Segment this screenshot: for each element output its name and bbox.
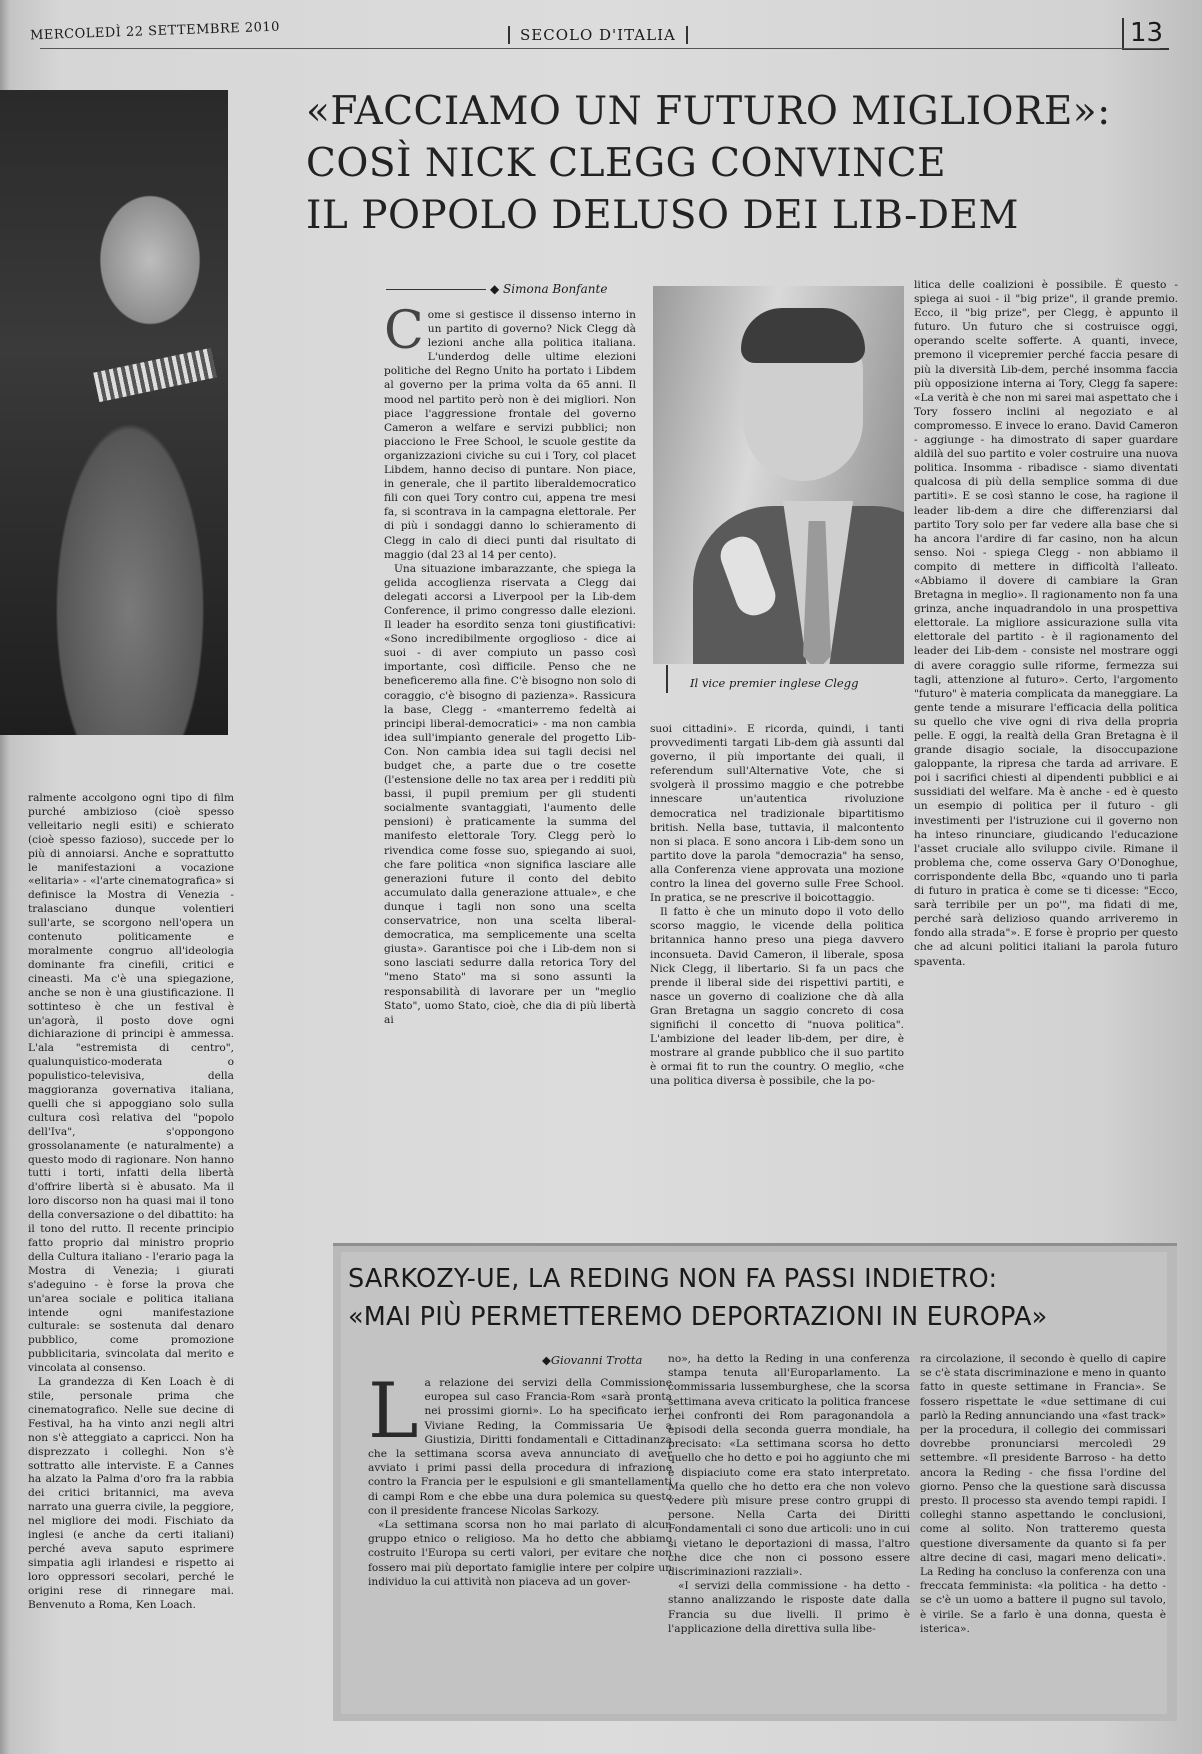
- paragraph: «La settimana scorsa non ho mai parlato di alcun gruppo etnico o religioso. Ma ho detto che abbiamo costruito l'Europa su certi valori, per evitare che non fossero mai più deportato famiglie intere per colpire un individuo la cui attività non piaceva ad un gover-: [368, 1519, 672, 1588]
- photo-caption: Il vice premier inglese Clegg: [690, 676, 859, 690]
- box-headline: [348, 1260, 1168, 1336]
- paragraph: ra circolazione, il secondo è quello di capire se c'è stata discriminazione e meno in quanto fatto in queste settimane in Francia». Se fossero rispettate le «due settimane di cui parlò la Reding annunciando una «fast track» per la procedura, il collegio dei commissari dovrebbe pronunciarsi mercoledì 29 settembre. «Il presidente Barroso - ha detto ancora la Reding - che fissa l'ordine del giorno. Penso che la questione sarà discussa presto. Il processo sta avendo tempi rapidi. I colleghi stanno aspettando le conclusioni, come al solito. Non tratteremo questa questione diversamente da quanto si fa per altre decine di casi, magari meno delicati». La Reding ha concluso la conferenza con una freccata femminista: «la politica - ha detto - se c'è un uomo a battere il pugno sul tavolo, è virile. Se a farlo è una donna, questa è isterica».: [920, 1353, 1166, 1635]
- paragraph: a relazione dei servizi della Commissione europea sul caso Francia-Rom «sarà pronta nei prossimi giorni». Lo ha specificato ieri Viviane Reding, la Commissaria Ue a Giustizia, Diritti fondamentali e Cittadinanza che la settimana scorsa aveva annunciato di aver avviato i primi passi della procedura di infrazione contro la Francia per le espulsioni e gli smantellamenti di campi Rom e che ebbe una dura polemica su questo con il presidente francese Nicolas Sarkozy.: [368, 1377, 672, 1517]
- header-rule: [40, 48, 1160, 49]
- main-column-2: [650, 722, 904, 1088]
- box-column-3: [920, 1352, 1166, 1636]
- caption-rule: [666, 665, 668, 693]
- headline-line: «MAI PIÙ PERMETTEREMO DEPORTAZIONI IN EUROPA»: [348, 1302, 1048, 1332]
- left-paragraph: ralmente accolgono ogni tipo di film purché ambizioso (cioè spesso velleitario negli esiti) e schierato (cioè spesso fazioso), succede per lo più di annoiarsi. Anche e soprattutto le manifestazioni a vocazione «elitaria» - «l'arte cinematografica» si definisce la Mostra di Venezia - tralasciano dunque volentieri sull'arte, se scorgono nell'opera un contenuto politicamente e moralmente congruo all'ideologia dominante fra cinefili, critici e cineasti. Ma c'è una spiegazione, anche se non è una giustificazione. Il sottinteso è che un festival è un'agorà, il posto dove ogni dichiarazione di principi è ammessa. L'ala "estremista di centro", qualunquistico-moderata o populistico-televisiva, della maggioranza governativa italiana, quelli che si appoggiano solo sulla cultura così relativa del "popolo dell'Iva", s'oppongono grossolanamente (e naturalmente) a questo modo di ragionare. Non hanno tutti i torti, infatti della libertà d'offrire libertà si è abusato. Ma il loro discorso non ha quasi mai il tono della conversazione o del dibattito: ha il tono del rutto. Il recente principio fatto proprio dal ministro proprio della Cultura italiano - l'erario paga la Mostra di Venezia; i giurati s'adeguino - è forse la prova che un'area sociale e politica italiana intende ogni manifestazione culturale: se sostenuta dal denaro pubblico, come promozione pubblicitaria, svincolata dal merito e vincolata al consenso.: [28, 792, 234, 1375]
- paragraph: suoi cittadini». E ricorda, quindi, i tanti provvedimenti targati Lib-dem già assunti dal governo, il più importante dei quali, il referendum sull'Alternative Vote, che si svolgerà il prossimo maggio e che potrebbe innescare un'autentica rivoluzione democratica nel tradizionale bipartitismo british. Nella base, tuttavia, il malcontento non si placa. E sono ancora i Lib-dem sono un partito dove la parola "democrazia" ha senso, alla Conferenza viene approvata una mozione contro la linea del governo sulle Free School. In pratica, se ne prescrive il boicottaggio.: [650, 723, 904, 905]
- headline-line: «FACCIAMO UN FUTURO MIGLIORE»:: [306, 89, 1111, 134]
- main-byline: ◆ Simona Bonfante: [386, 282, 607, 296]
- newspaper-name: SECOLO D'ITALIA: [508, 26, 688, 44]
- left-paragraph: La grandezza di Ken Loach è di stile, personale prima che cinematografico. Nelle sue decine di Festival, ha ha vinto anzi negli altri non s'è atteggiato a capricci. Non ha disprezzato i colleghi. Non s'è sottratto alle interviste. E a Cannes ha alzato la Palma d'oro fra la rabbia dei critici britannici, ma aveva narrato una guerra civile, la peggiore, nel migliore dei modi. Fischiato da inglesi (e anche da certi italiani) perché aveva saputo esprimere simpatia agli irlandesi e rispetto ai loro oppressori secolari, perché le origini rese di rinnegare mai. Benvenuto a Roma, Ken Loach.: [28, 1376, 234, 1611]
- page-number: 13: [1122, 18, 1169, 50]
- left-article-photo: [0, 90, 228, 735]
- header-date: MERCOLEDÌ 22 SETTEMBRE 2010: [29, 19, 281, 44]
- paragraph: «I servizi della commissione - ha detto - stanno analizzando le risposte date dalla Francia su due livelli. Il primo è l'applicazione della direttiva sulla libe-: [668, 1580, 910, 1635]
- headline-line: IL POPOLO DELUSO DEI LIB-DEM: [306, 193, 1019, 238]
- author-name: Simona Bonfante: [503, 282, 608, 296]
- paragraph: litica delle coalizioni è possibile. È questo - spiega ai suoi - il "big prize", il grande premio. Ecco, il "big prize", per Clegg, è appunto il futuro. Un futuro che si costruisce oggi, operando scelte sofferte. A quanti, invece, premono il vicepremier perché faccia pesare di più la diversità Lib-dem, perché insomma faccia più opposizione interna ai Tory, Clegg fa sapere: «La verità è che non mi sarei mai aspettato che i Tory fossero inclini al negoziato e al compromesso. E invece lo erano. David Cameron - aggiunge - ha dimostrato di saper guardare aldilà del suo partito e voler costruire una nuova politica. Insomma - ribadisce - siamo diventati qualcosa di più della semplice somma di due partiti». E se così stanno le cose, ha ragione il leader lib-dem a dire che differenziarsi dal partito Tory solo per far vedere alla base che si ha ancora l'ardire di far casino, non ha alcun senso. Noi - spiega Clegg - non abbiamo il compito di mettere in difficoltà l'alleato. «Abbiamo il dovere di cambiare la Gran Bretagna in meglio». Il ragionamento non fa una grinza, anche inquadrandolo in una prospettiva elettorale. La migliore assicurazione sulla vita elettorale del partito - è il ragionamento del leader dei Lib-dem - consiste nel mostrare oggi di avere coraggio sulle riforme, fermezza sui tagli, attenzione al futuro». Certo, l'argomento "futuro" è materia complicata da maneggiare. La gente tende a misurare l'efficacia della politica su quello che vive ogni di riva della propria pelle. E oggi, la realtà della Gran Bretagna è il grande disagio sociale, la disoccupazione galoppante, la ripresa che tarda ad arrivare. E poi i sacrifici chiesti al dipendenti pubblici e ai sussidiati del welfare. Ma è anche - ed è questo un esempio di politica per il futuro - gli investimenti per l'istruzione cui il governo non ha inteso rinunciare, giudicando l'educazione l'asset cruciale allo sviluppo civile. Rimane il problema che, come osserva Gary O'Donoghue, corrispondente della Bbc, «quando uno ti parla di futuro in pratica è come se ti dicesse: "Ecco, sarà terribile per un po'", ma fidati di me, perché sarà delizioso quando arriveremo in fondo alla strada"». E forse è proprio per questo che ad alcuni politici italiani la parola futuro spaventa.: [914, 279, 1178, 968]
- main-column-1: [384, 301, 636, 1027]
- main-column-3: [914, 278, 1178, 969]
- box-column-1: [368, 1366, 672, 1589]
- drop-cap: L: [368, 1366, 419, 1455]
- headline-line: SARKOZY-UE, LA REDING NON FA PASSI INDIETRO:: [348, 1264, 998, 1294]
- box-byline: ◆ Giovanni Trotta: [542, 1353, 642, 1367]
- clegg-photo: [653, 286, 904, 664]
- left-article-text: [28, 792, 234, 1612]
- paragraph: Il fatto è che un minuto dopo il voto dello scorso maggio, le vicende della politica britannica hanno preso una piega davvero inconsueta. David Cameron, il liberale, sposa Nick Clegg, il libertario. Si fa un pacs che prende il liberal side dei rispettivi partiti, e nasce un governo di coalizione che dà alla Gran Bretagna un saggio concreto di cosa significhi il concetto di "nuova politica". L'ambizione del leader lib-dem, per dire, è mostrare al grande pubblico che il suo partito è ormai fit to run the country. O meglio, «che una politica diversa è possibile, che la po-: [650, 906, 904, 1088]
- headline-line: COSÌ NICK CLEGG CONVINCE: [306, 141, 947, 186]
- drop-cap: C: [384, 301, 424, 361]
- paragraph: ome si gestisce il dissenso interno in un partito di governo? Nick Clegg dà lezioni anche alla politica italiana. L'underdog delle ultime elezioni politiche del Regno Unito ha portato i Libdem al governo per la prima volta da 65 anni. Il mood nel partito però non è dei migliori. Non piace l'aggressione frontale del governo Cameron a welfare e servizi pubblici; non piacciono le Free School, le scuole gestite da organizzazioni civiche su cui i Tory, col placet Libdem, hanno deciso di puntare. Non piace, in generale, che il partito liberaldemocratico fili con quei Tory contro cui, appena tre mesi fa, si scontrava in la campagna elettorale. Per di più i sondaggi danno lo schieramento di Clegg in calo di dieci punti dal risultato di maggio (dal 23 al 14 per cento).: [384, 309, 636, 561]
- photo-detail: [93, 348, 217, 402]
- paragraph: Una situazione imbarazzante, che spiega la gelida accoglienza riservata a Clegg dai delegati accorsi a Liverpool per la Lib-dem Conference, il primo congresso dalle elezioni. Il leader ha esordito senza toni giustificativi: «Sono incredibilmente orgoglioso - dice ai suoi - di aver compiuto un passo così importante, così difficile. Penso che ne beneficeremo alla fine. C'è bisogno non solo di coraggio, c'è bisogno di pazienza». Rassicura la base, Clegg - «manterremo fedeltà ai principi liberal-democratici» - ma non cambia idea sull'impianto generale del progetto Lib-Con. Non cambia idea sui tagli decisi nel budget che, a parte due o tre cosette (l'estensione delle no tax area per i redditi più bassi, il pupil premium per gli studenti socialmente svantaggiati, l'aumento delle pensioni) è praticamente la summa del manifesto elettorale Tory. Clegg però lo rivendica come fosse suo, spiegando ai suoi, che fare politica «non significa lasciare alle generazioni future il conto del debito accumulato dalla generazione attuale», e che dunque i tagli non sono una scelta conservatrice, non una scelta liberal-democratica, ma semplicemente una scelta giusta». Garantisce poi che i Lib-dem non si sono lasciati sedurre dalla retorica Tory del "meno Stato" ma si sono assunti la responsabilità di lavorare per un "meglio Stato", uomo Stato, cioè, che dia di più libertà ai: [384, 562, 636, 1026]
- main-headline: [306, 86, 1166, 242]
- paragraph: no», ha detto la Reding in una conferenza stampa tenuta all'Europarlamento. La commissaria lussemburghese, che la scorsa settimana aveva criticato la politica francese nei confronti dei Rom paragonandola a episodi della seconda guerra mondiale, ha precisato: «La settimana scorsa ho detto quello che ho detto e poi ho aggiunto che mi è dispiaciuto come era stato interpretato. Ma quello che ho detto era che non volevo vedere più misure prese contro gruppi di persone. Nella Carta dei Diritti Fondamentali ci sono due articoli: uno in cui si vietano le deportazioni di massa, l'altro che dice che non ci possono essere discriminazioni razziali».: [668, 1353, 910, 1579]
- box-column-2: [668, 1352, 910, 1636]
